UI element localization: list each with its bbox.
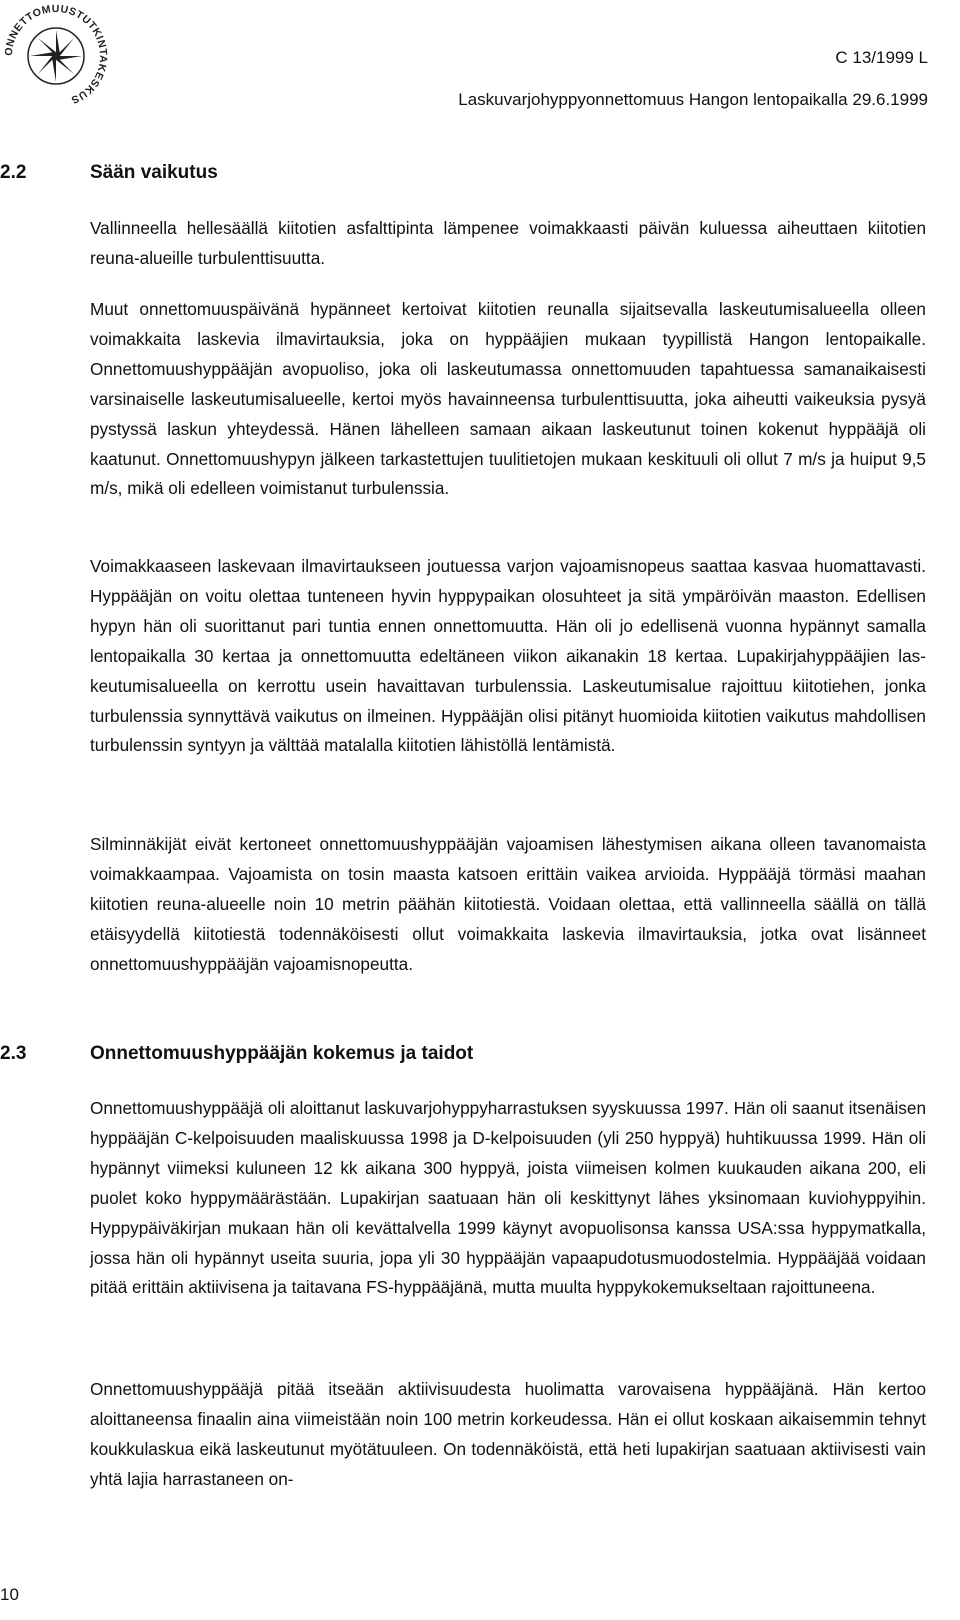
section-heading	[0, 1043, 473, 1065]
section-number: 2.2	[0, 162, 27, 183]
section-title: Sään vaikutus	[90, 162, 218, 183]
paragraph: Onnettomuushyppääjä pitää itseään aktiivisuudesta huolimatta varovaisena hyppääjänä. Hän kertoo aloittaneensa finaalin aina viimeistään noin 100 metrin korkeudessa. Hän ei ollut koskaan aikaisemmin tehnyt koukkulaskua eikä laskeutunut myötätuuleen. On todennäköistä, että heti lupakirjan saatuaan aktiivisesti vain yhtä lajia harrastaneen on-	[90, 1379, 926, 1489]
document-title: Laskuvarjohyppyonnettomuus Hangon lentopaikalla 29.6.1999	[458, 90, 928, 109]
seal-lettering: ONNETTOMUUSTUTKINTAKESKUS	[2, 2, 110, 107]
page-number: 10	[0, 1585, 19, 1604]
paragraph: Muut onnettomuuspäivänä hypänneet kertoivat kiitotien reunalla sijaitsevalla laskeutumisalueella olleen voimakkaita laskevia ilmavirtauksia, joka on hyppääjien mukaan tyypillistä Hangon lentopaikalle. Onnettomuushyppääjän avopuoliso, joka oli laskeutumassa onnettomuuden tapahtuessa samanaikaisesti varsinaiselle laskeutumisalueelle, kertoi myös havainneensa turbulenttisuutta, joka aiheutti vaikeuksia pysyä pystyssä laskun yhteydessä. Hänen lähelleen samaan aikaan laskeutunut toinen kokenut hyppääjä oli kaatunut. Onnettomuushypyn jälkeen tarkastettujen tuulitietojen mukaan keskituuli oli ollut 7 m/s ja huiput 9,5 m/s, mikä oli edelleen voimistanut turbulenssia.	[90, 299, 926, 499]
section-number: 2.3	[0, 1043, 27, 1064]
section-title: Onnettomuushyppääjän kokemus ja taidot	[90, 1043, 474, 1064]
document-code: C 13/1999 L	[835, 48, 928, 67]
paragraph: Onnettomuushyppääjä oli aloittanut laskuvarjohyppyharrastuksen syyskuussa 1997. Hän oli saanut itsenäisen hyppääjän C-kelpoisuuden maaliskuussa 1998 ja D-kelpoisuuden (yli 250 hyppyä) huhtikuussa 1999. Hän oli hypännyt viimeksi kuluneen 12 kk aikana 300 hyppyä, joista viimeisen kolmen kuukauden aikana 200, eli puolet koko hyppymäärästään. Lupakirjan saatuaan hän oli keskittynyt lähes yksinomaan kuviohyppyihin. Hyppypäiväkirjan mukaan hän oli kevättalvella 1999 käynyt avopuolisonsa kanssa USA:ssa hyppymatkalla, jossa hän oli hypännyt useita suuria, jopa yli 30 hyppääjän vapaapudotusmuodostelmia. Hyppääjää voidaan pitää erittäin aktiivisena ja taitavana FS-hyppääjänä, mutta muulta hyppykokemukseltaan rajoittuneena.	[90, 1098, 926, 1298]
paragraph: Voimakkaaseen laskevaan ilmavirtaukseen joutuessa varjon vajoamisnopeus saattaa kasvaa huomattavasti. Hyppääjän on voitu olettaa tunteneen hyvin hyppypaikan olosuhteet ja sitä ympäröivän maaston. Edellisen hypyn hän oli suorittanut pari tuntia ennen onnettomuutta. Hän oli jo edellisenä vuonna hypännyt samalla lentopaikalla 30 kertaa ja onnettomuutta edeltäneen viikon aikanakin 18 kertaa. Lupakirjahyppääjien laskeutumisalueella on kerrottu usein havaittavan turbulenssia. Laskeutumisalue rajoittuu kiitotiehen, jonka turbulenssia synnyttävä vaikutus on ilmeinen. Hyppääjän olisi pitänyt huomioida kiitotien vaikutus mahdollisen turbulenssin syntyyn ja välttää matalalla kiitotien lähistöllä lentämistä.	[90, 556, 926, 756]
paragraph: Vallinneella hellesäällä kiitotien asfalttipinta lämpenee voimakkaasti päivän kuluessa aiheuttaen kiitotien reuna-alueille turbulenttisuutta.	[90, 218, 926, 268]
paragraph: Silminnäkijät eivät kertoneet onnettomuushyppääjän vajoamisen lähestymisen aikana olleen tavanomaista voimakkaampaa. Vajoamista on tosin maasta katsoen erittäin vaikea arvioida. Hyppääjä törmäsi maahan kiitotien reuna-alueelle noin 10 metrin päähän kiitotiestä. Voidaan olettaa, että vallinneella säällä on tällä etäisyydellä kiitotiestä todennäköisesti ollut voimakkaita laskevia ilmavirtauksia, jotka ovat lisänneet onnettomuushyppääjän vajoamisnopeutta.	[90, 834, 926, 974]
section-heading	[0, 162, 218, 184]
onnettomuustutkintakeskus-seal-icon	[0, 0, 112, 112]
